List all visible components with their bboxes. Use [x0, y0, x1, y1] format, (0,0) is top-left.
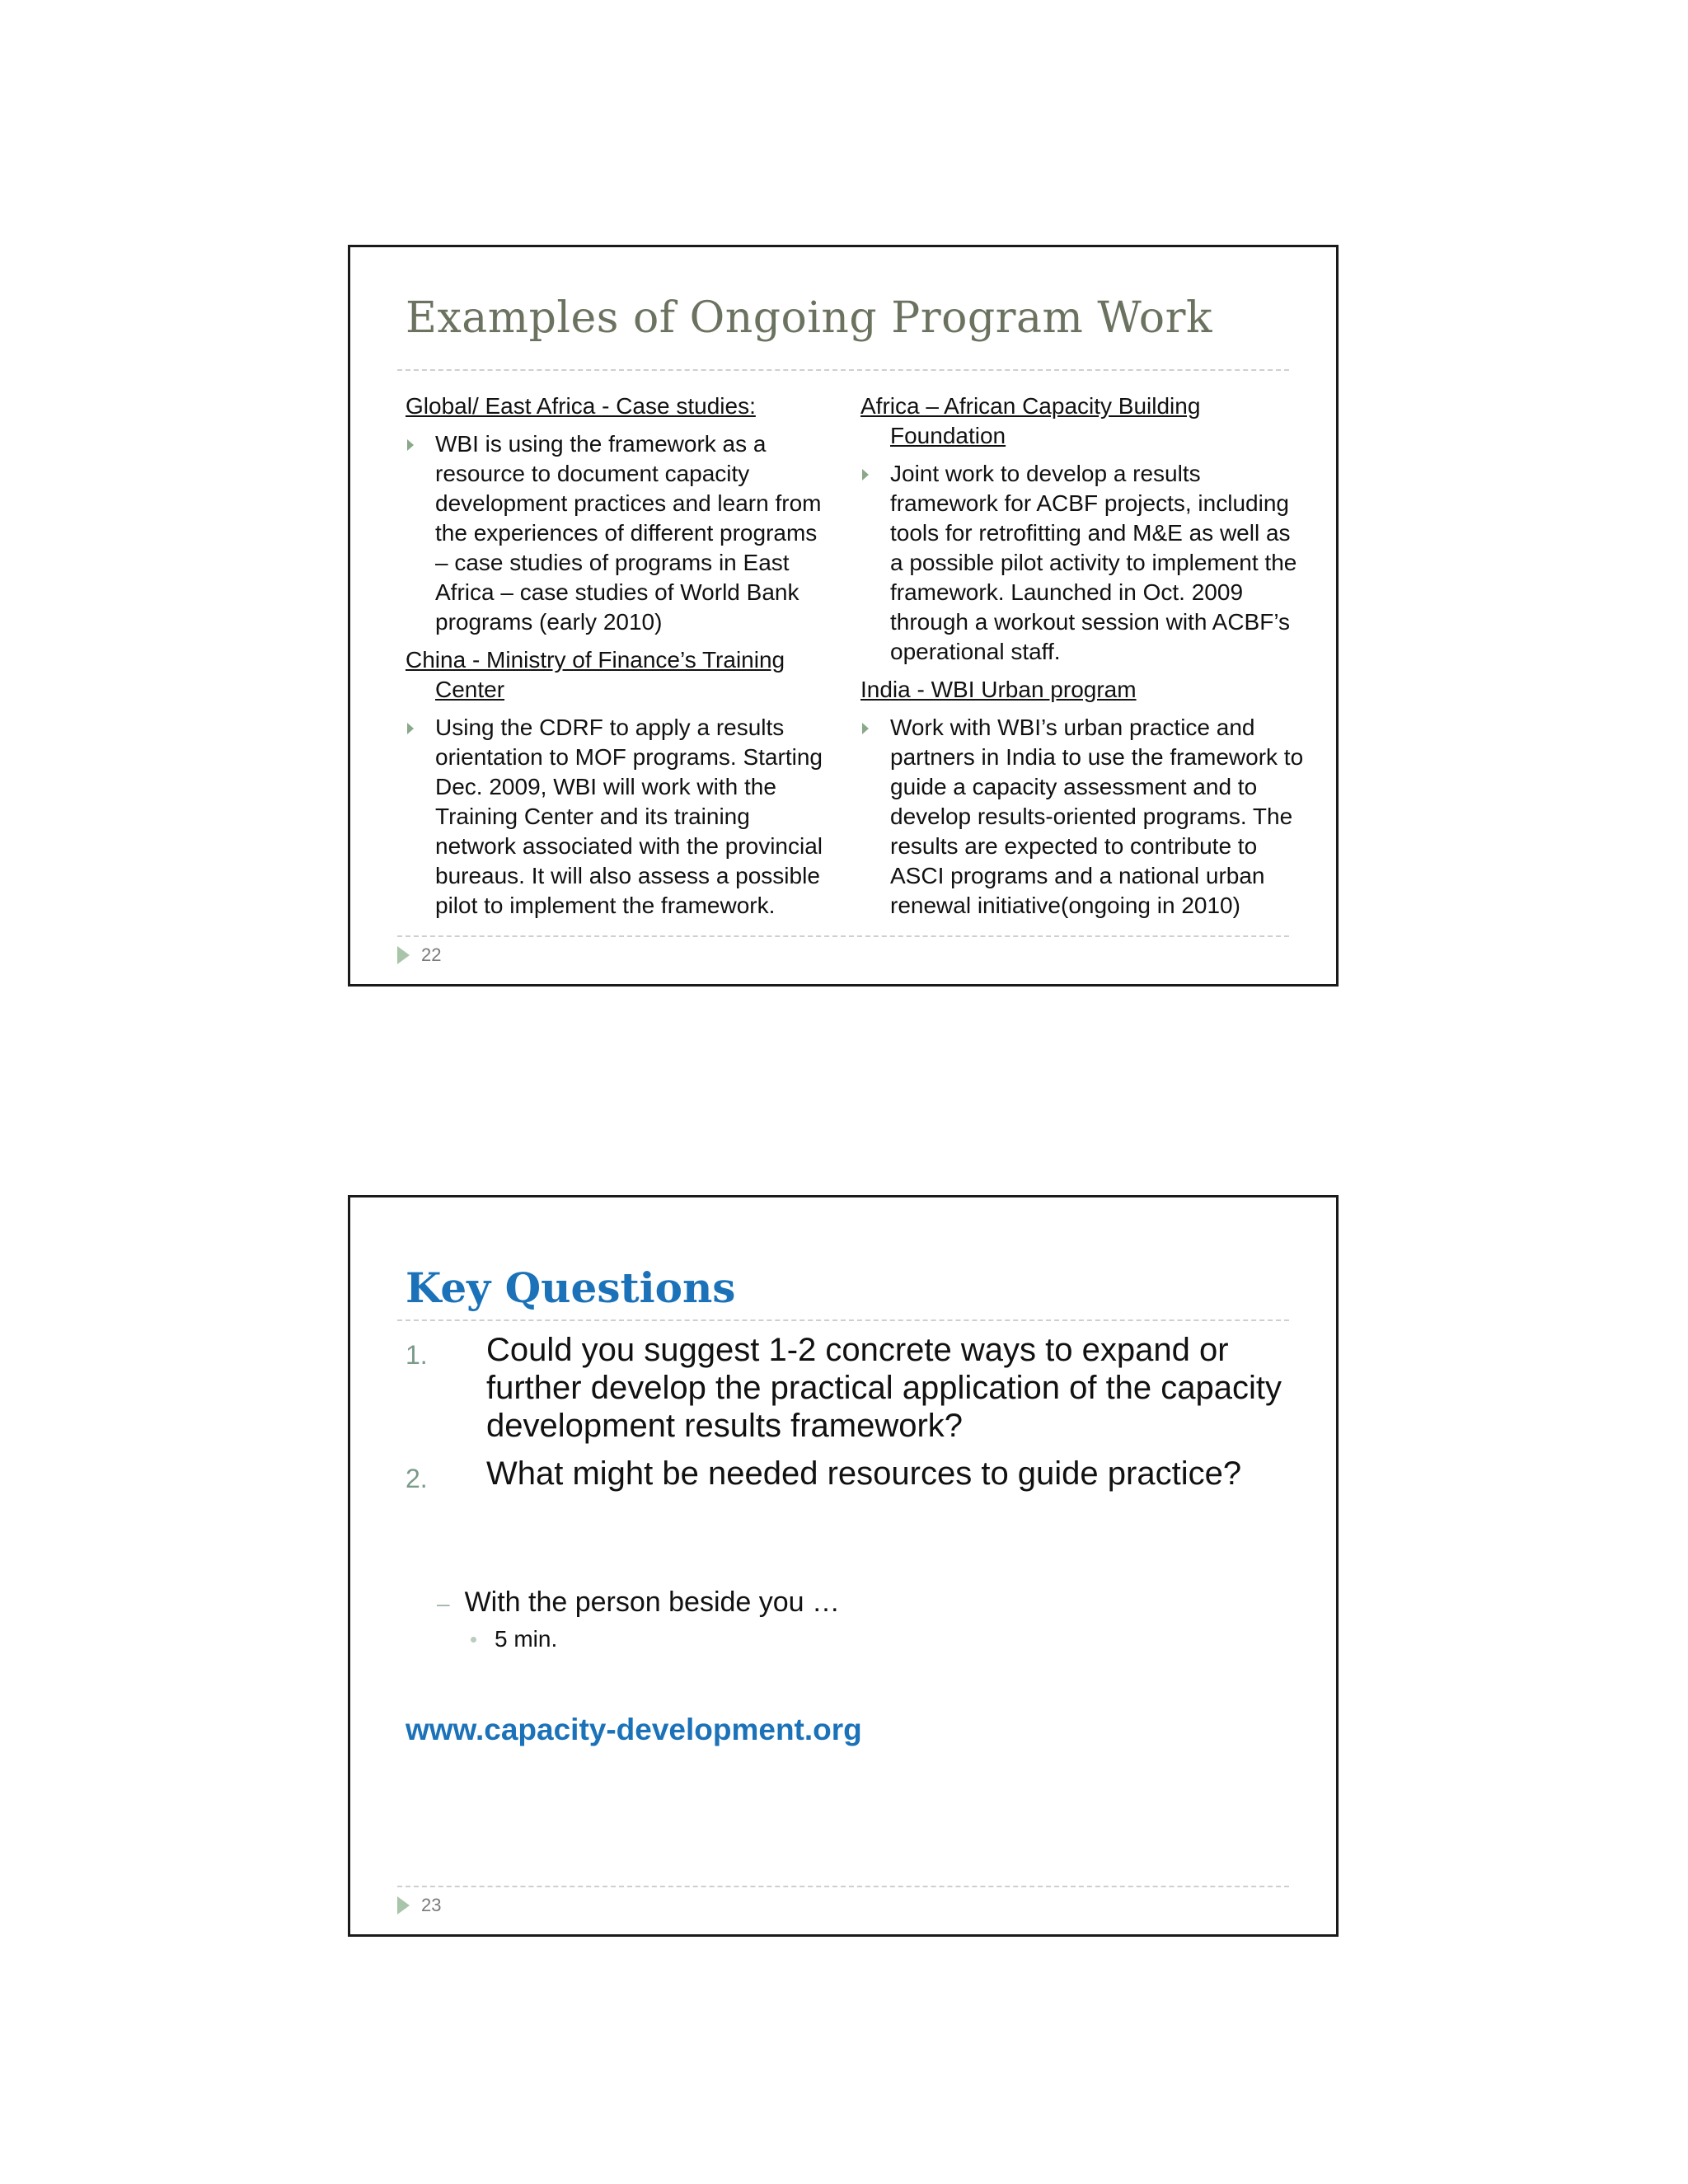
question-text: Could you suggest 1-2 concrete ways to expand or further develop the practical application of the capacity development results framework?: [486, 1332, 1282, 1444]
question-number: 2.: [406, 1464, 428, 1493]
bullet-triangle-icon: [407, 439, 414, 451]
footer-triangle-icon: [397, 946, 410, 964]
page-number: 23: [421, 1895, 442, 1915]
bullet-item: [406, 429, 826, 637]
bullet-text: Work with WBI’s urban practice and partners in India to use the framework to guide a capacity assessment and to develop results-oriented programs. The results are expected to contribute to ASCI programs and a national urban renewal initiative(ongoing in 2010): [890, 715, 1304, 918]
question-number: 1.: [406, 1340, 428, 1370]
title-divider: [397, 369, 1289, 371]
section-heading-global-east-africa: Global/ East Africa - Case studies:: [406, 393, 756, 419]
website-link[interactable]: www.capacity-development.org: [406, 1713, 862, 1746]
bullet-text: WBI is using the framework as a resource to document capacity development practices and learn from the experiences of different programs – case studies of programs in East Africa – case studies of World Bank programs (early 2010): [435, 431, 822, 635]
question-item: [406, 1331, 1296, 1445]
footer-triangle-icon: [397, 1896, 410, 1915]
sub-point: [437, 1586, 840, 1619]
section-heading-india-urban: India - WBI Urban program: [860, 677, 1137, 702]
slide-examples-ongoing-work: [348, 245, 1339, 987]
dot-bullet-icon: [471, 1637, 476, 1643]
footer-divider: [397, 935, 1289, 937]
left-column: [406, 391, 826, 929]
slide-title: Key Questions: [406, 1263, 736, 1312]
bullet-triangle-icon: [862, 469, 869, 480]
slide-title: Examples of Ongoing Program Work: [406, 293, 1212, 343]
sub-sub-point: [471, 1626, 557, 1652]
bullet-item: [406, 713, 826, 921]
slide-key-questions: [348, 1195, 1339, 1937]
sub-sub-point-text: 5 min.: [495, 1626, 558, 1652]
right-column: [860, 391, 1306, 929]
question-item: [406, 1455, 1296, 1497]
page-number: 22: [421, 944, 442, 965]
bullet-item: [860, 459, 1306, 667]
bullet-triangle-icon: [862, 723, 869, 734]
slide-footer: [397, 1895, 441, 1916]
sub-point-text: With the person beside you …: [464, 1586, 841, 1618]
dash-bullet-icon: –: [437, 1591, 450, 1616]
bullet-text: Using the CDRF to apply a results orientation to MOF programs. Starting Dec. 2009, WBI will work with the Training Center and its training network associated with the provincial bureaus. It will also assess a possible pilot to implement the framework.: [435, 715, 823, 918]
slide-footer: [397, 944, 441, 966]
section-heading-africa-acbf: Africa – African Capacity Building Foundation: [860, 393, 1201, 448]
bullet-text: Joint work to develop a results framework for ACBF projects, including tools for retrofitting and M&E as well as a possible pilot activity to implement the framework. Launched in Oct. 2009 through a workout session with ACBF’s operational staff.: [890, 461, 1297, 664]
section-heading-china-mof: China - Ministry of Finance’s Training Center: [406, 647, 785, 702]
bullet-item: [860, 713, 1306, 921]
question-text: What might be needed resources to guide practice?: [486, 1455, 1242, 1492]
bullet-triangle-icon: [407, 723, 414, 734]
question-list: [406, 1331, 1296, 1507]
footer-divider: [397, 1886, 1289, 1887]
title-divider: [397, 1319, 1289, 1321]
